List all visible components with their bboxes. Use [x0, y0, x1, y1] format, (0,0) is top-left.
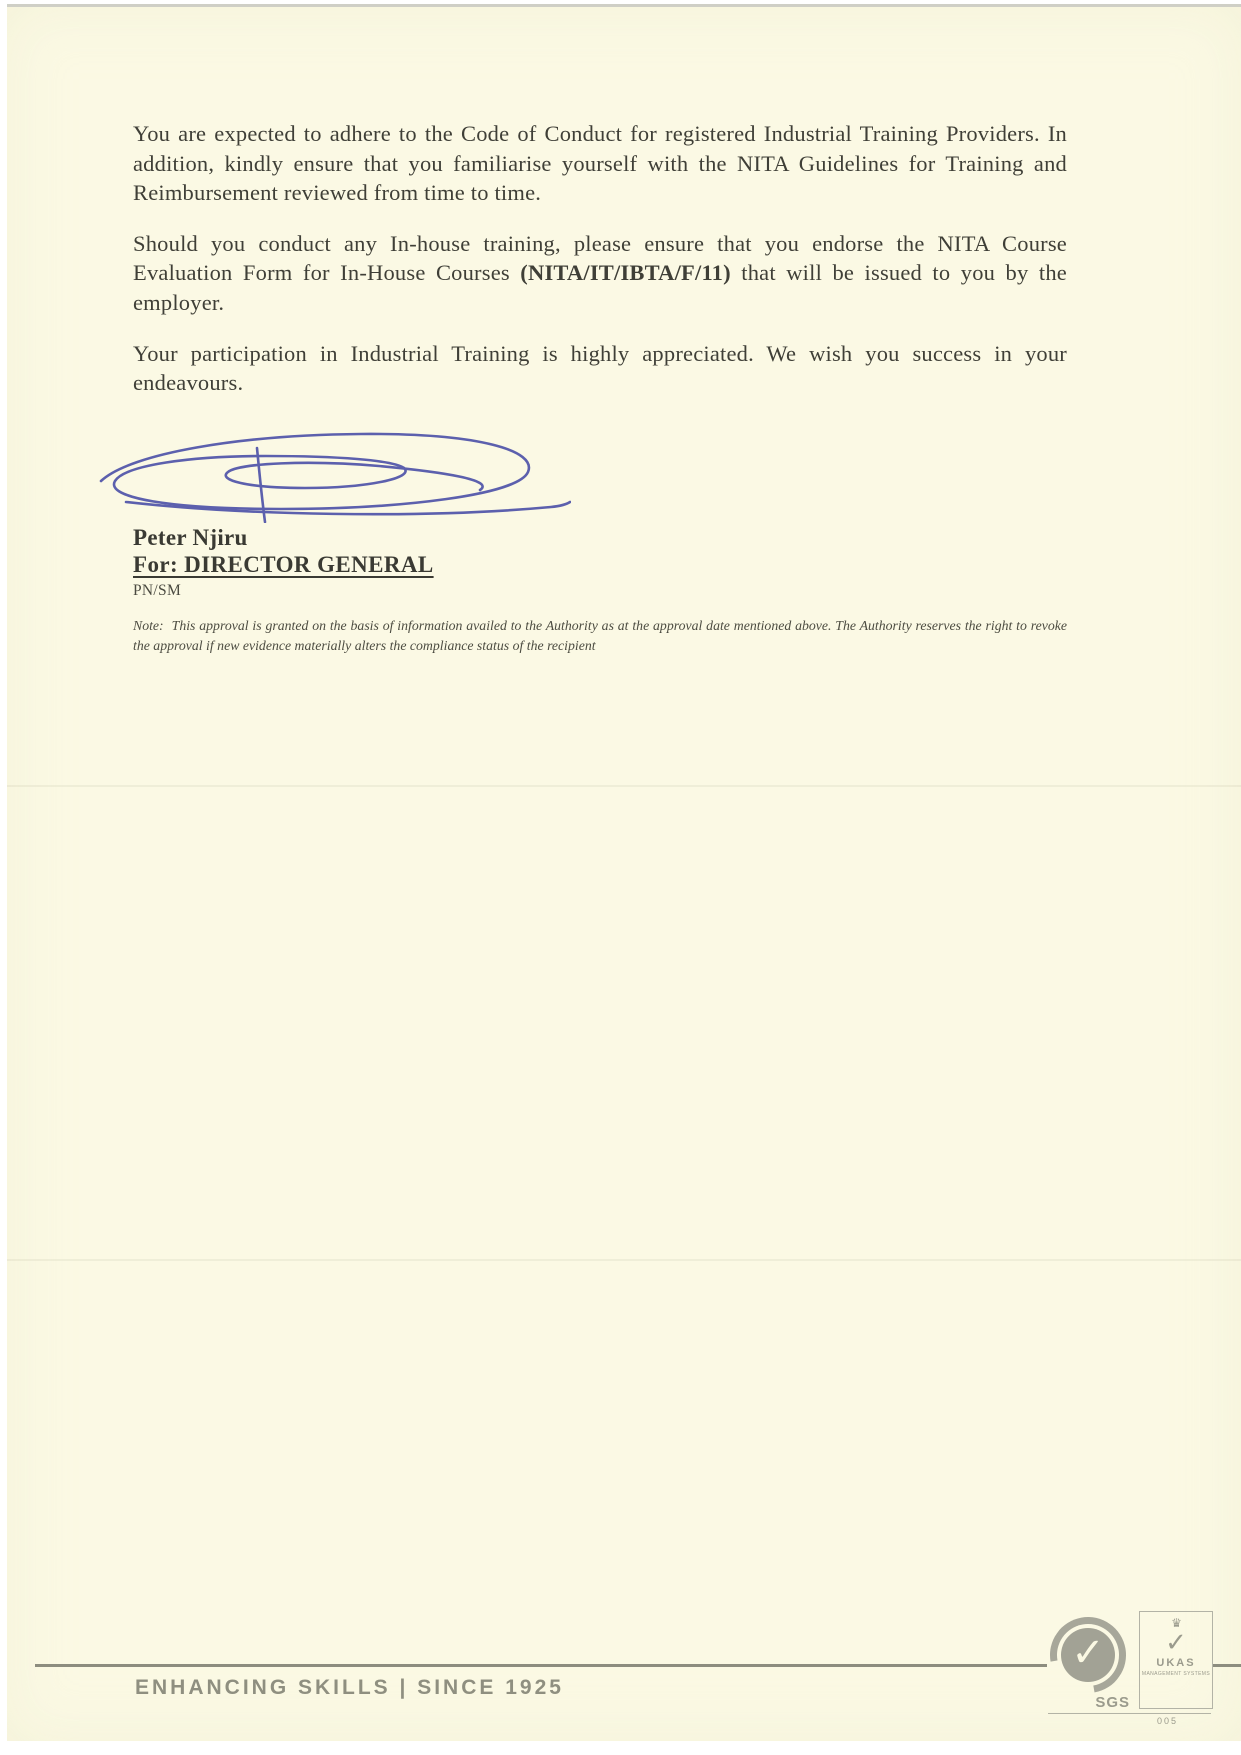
handwritten-signature [71, 419, 1067, 523]
ukas-crown-icon: ♛ [1171, 1616, 1181, 1630]
letter-page [7, 4, 1241, 1741]
paragraph-inhouse-training [133, 229, 1067, 318]
paragraph-inhouse-after: that will be issued to you by the employer. [133, 260, 1067, 315]
sgs-checkmark-icon: ✓ [1061, 1628, 1115, 1682]
signature-scribble-icon [71, 419, 571, 523]
sgs-certification-logo [1048, 1615, 1132, 1713]
signatory-title: For: DIRECTOR GENERAL [133, 551, 434, 577]
footer-rule-left [35, 1664, 1047, 1667]
paragraph-inhouse-before: Should you conduct any In-house training, please ensure that you endorse the NITA Course Evaluation Form for In-House Courses [133, 230, 1067, 286]
note-text: This approval is granted on the basis of information availed to the Authority as at the approval date mentioned above. The Authority reserves the right to revoke the approval if new evidence materially alters the compliance status of the recipient [133, 617, 1067, 654]
letter-body [133, 119, 1067, 671]
paragraph-code-of-conduct: You are expected to adhere to the Code of Conduct for registered Industrial Training Providers. In addition, kindly ensure that you familiarise yourself with the NITA Guidelines for Training and Reimbursement reviewed from time to time. [133, 121, 1067, 206]
form-reference-code: (NITA/IT/IBTA/F/11) [520, 260, 731, 286]
ukas-number: 005 [1157, 1716, 1179, 1726]
approval-note [133, 616, 1067, 657]
logo-underline [1048, 1713, 1211, 1714]
scan-crease [7, 785, 1241, 787]
ukas-accreditation-logo [1139, 1611, 1213, 1709]
letterhead-footer [7, 1609, 1241, 1741]
ukas-checkmark-icon: ✓ [1165, 1628, 1187, 1658]
ukas-sublabel: MANAGEMENT SYSTEMS [1141, 1671, 1211, 1677]
reference-initials: PN/SM [133, 581, 182, 599]
ukas-label: UKAS [1156, 1657, 1196, 1669]
scan-crease [7, 1259, 1241, 1261]
note-label: Note: [133, 617, 164, 633]
footer-rule-right [1213, 1664, 1241, 1667]
paragraph-appreciation: Your participation in Industrial Training is highly appreciated. We wish you success in your endeavours. [133, 340, 1067, 396]
footer-tagline: ENHANCING SKILLS | SINCE 1925 [135, 1676, 564, 1699]
signatory-name: Peter Njiru [133, 524, 248, 550]
sgs-label: SGS [1095, 1694, 1130, 1711]
